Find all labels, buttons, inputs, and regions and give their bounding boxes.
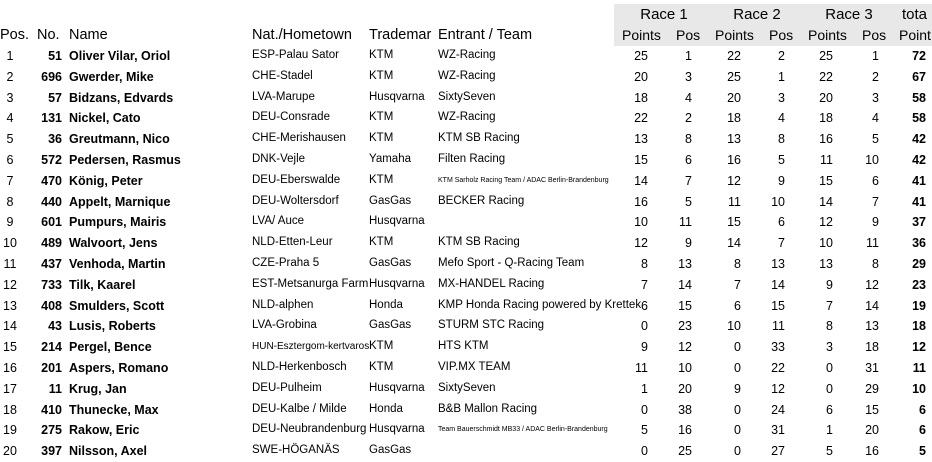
position-cell: 3 bbox=[6, 90, 14, 105]
hometown-cell: NLD-Etten-Leur bbox=[252, 236, 333, 249]
col-header-team: Entrant / Team bbox=[438, 27, 533, 43]
total-points-cell: 58 bbox=[912, 111, 926, 126]
position-cell: 13 bbox=[3, 298, 17, 313]
team-cell: B&B Mallon Racing bbox=[438, 402, 538, 415]
table-row bbox=[0, 192, 932, 213]
race-3-title: Race 3 bbox=[825, 6, 873, 23]
number-cell: 201 bbox=[41, 361, 62, 375]
trademark-cell: KTM bbox=[369, 361, 394, 373]
hometown-cell: CHE-Merishausen bbox=[252, 132, 346, 145]
position-cell: 5 bbox=[6, 132, 14, 147]
trademark-cell: GasGas bbox=[369, 444, 412, 457]
total-points-cell: 18 bbox=[912, 319, 926, 334]
race-2-pos-cell: 11 bbox=[772, 319, 785, 334]
race-3-pos-cell: 18 bbox=[865, 340, 879, 355]
total-points-cell: 36 bbox=[912, 236, 926, 251]
race-3-points-cell: 20 bbox=[819, 90, 833, 105]
race-1-pos-cell: 38 bbox=[678, 402, 692, 417]
race-1-points-cell: 5 bbox=[641, 423, 648, 438]
trademark-cell: Yamaha bbox=[369, 153, 411, 165]
team-cell: KMP Honda Racing powered by Krettek bbox=[438, 298, 642, 311]
total-points-cell: 6 bbox=[919, 402, 926, 417]
trademark-cell: GasGas bbox=[369, 257, 412, 269]
race-1-points-cell: 20 bbox=[634, 69, 648, 84]
rider-name-cell: Appelt, Marnique bbox=[69, 194, 171, 209]
team-cell: MX-HANDEL Racing bbox=[438, 277, 545, 290]
race-3-points-cell: 12 bbox=[819, 215, 833, 230]
race-3-points-cell: 9 bbox=[826, 277, 833, 292]
table-row bbox=[0, 254, 932, 275]
race-1-points-cell: 0 bbox=[641, 319, 648, 334]
table-row bbox=[0, 337, 932, 358]
race-2-pos-cell: 7 bbox=[778, 236, 785, 251]
total-points-cell: 67 bbox=[912, 69, 926, 84]
race-1-pos-cell: 3 bbox=[685, 69, 692, 84]
hometown-cell: LVA/ Auce bbox=[252, 215, 304, 228]
team-cell: KTM Sarholz Racing Team / ADAC Berlin-Brandenburg bbox=[438, 176, 609, 184]
race-3-pos-cell: 14 bbox=[865, 298, 879, 313]
trademark-cell: KTM bbox=[369, 340, 394, 353]
rider-name-cell: Lusis, Roberts bbox=[69, 319, 156, 334]
total-points-cell: 10 bbox=[912, 381, 926, 396]
race-3-pos-cell: 6 bbox=[872, 173, 879, 188]
trademark-cell: Husqvarna bbox=[369, 215, 425, 228]
trademark-cell: KTM bbox=[369, 111, 394, 124]
race-3-pos-cell: 13 bbox=[865, 319, 879, 334]
rider-name-cell: Nickel, Cato bbox=[69, 111, 141, 126]
race-2-points-cell: 12 bbox=[727, 173, 741, 188]
race-1-pos-cell: 11 bbox=[679, 215, 692, 230]
number-cell: 572 bbox=[41, 153, 62, 167]
position-cell: 18 bbox=[3, 402, 17, 417]
trademark-cell: Honda bbox=[369, 298, 403, 311]
position-cell: 1 bbox=[6, 49, 14, 63]
number-cell: 51 bbox=[48, 49, 62, 63]
total-points-cell: 37 bbox=[912, 215, 926, 230]
hometown-cell: LVA-Marupe bbox=[252, 90, 315, 103]
race-3-points-cell: 18 bbox=[819, 111, 833, 126]
race-1-points-cell: 0 bbox=[641, 444, 648, 459]
race-1-points-cell: 22 bbox=[634, 111, 648, 126]
race-3-points-cell: 15 bbox=[819, 173, 833, 188]
table-row bbox=[0, 316, 932, 337]
team-cell: Team Bauerschmidt MB33 / ADAC Berlin-Brandenburg bbox=[438, 426, 608, 434]
team-cell: Filten Racing bbox=[438, 153, 506, 165]
race-2-points-cell: 22 bbox=[727, 49, 741, 63]
hometown-cell: CHE-Stadel bbox=[252, 69, 313, 82]
position-cell: 7 bbox=[6, 173, 14, 188]
hometown-cell: DEU-Eberswalde bbox=[252, 173, 341, 186]
team-cell: BECKER Racing bbox=[438, 194, 525, 207]
race-2-pos-cell: 5 bbox=[778, 153, 785, 167]
race-1-points-cell: 1 bbox=[641, 381, 648, 396]
race-1-points-cell: 8 bbox=[641, 257, 648, 271]
table-row bbox=[0, 171, 932, 192]
rider-name-cell: Venhoda, Martin bbox=[69, 257, 166, 271]
col-header-no: No. bbox=[37, 27, 60, 43]
race-1-pos-cell: 6 bbox=[685, 153, 692, 167]
position-cell: 16 bbox=[3, 361, 17, 375]
race-2-pos-cell: 2 bbox=[778, 49, 785, 63]
race-3-points-cell: 22 bbox=[819, 69, 833, 84]
race-3-points-cell: 6 bbox=[826, 402, 833, 417]
team-cell: Mefo Sport - Q-Racing Team bbox=[438, 257, 585, 269]
position-cell: 11 bbox=[3, 257, 17, 271]
race-3-points-cell: 14 bbox=[819, 194, 833, 209]
table-row bbox=[0, 358, 932, 379]
race-2-points-cell: 8 bbox=[734, 257, 741, 271]
race-3-pos-cell: 1 bbox=[872, 49, 879, 63]
hometown-cell: ESP-Palau Sator bbox=[252, 49, 339, 61]
rider-name-cell: Tilk, Kaarel bbox=[69, 277, 136, 292]
rider-name-cell: Aspers, Romano bbox=[69, 361, 169, 375]
race-3-points-cell: 13 bbox=[819, 257, 833, 271]
hometown-cell: HUN-Esztergom-kertvaros bbox=[252, 341, 370, 353]
hometown-cell: LVA-Grobina bbox=[252, 319, 317, 332]
race-2-pos-cell: 3 bbox=[778, 90, 785, 105]
total-title: tota bbox=[902, 6, 928, 23]
position-cell: 17 bbox=[3, 381, 17, 396]
rider-name-cell: Smulders, Scott bbox=[69, 298, 165, 313]
position-cell: 8 bbox=[6, 194, 14, 209]
number-cell: 397 bbox=[41, 444, 62, 459]
total-points-cell: 41 bbox=[912, 173, 926, 188]
team-cell: WZ-Racing bbox=[438, 69, 496, 82]
race-3-pos-cell: 16 bbox=[865, 444, 879, 459]
race-1-points-cell: 11 bbox=[635, 361, 648, 375]
table-row bbox=[0, 88, 932, 109]
trademark-cell: GasGas bbox=[369, 194, 412, 207]
race-2-pos-cell: 10 bbox=[771, 194, 785, 209]
race-2-points-cell: 13 bbox=[727, 132, 741, 147]
total-points-cell: 42 bbox=[912, 132, 926, 147]
team-cell: KTM SB Racing bbox=[438, 132, 520, 145]
race-2-points-header: Points bbox=[715, 27, 754, 43]
race-1-pos-cell: 7 bbox=[685, 173, 692, 188]
race-2-pos-cell: 15 bbox=[771, 298, 785, 313]
team-cell: HTS KTM bbox=[438, 340, 489, 353]
total-points-header: Point bbox=[899, 27, 931, 43]
race-1-title: Race 1 bbox=[640, 6, 688, 23]
trademark-cell: Husqvarna bbox=[369, 90, 425, 103]
table-row bbox=[0, 129, 932, 150]
race-1-pos-cell: 1 bbox=[685, 49, 692, 63]
race-2-pos-cell: 8 bbox=[778, 132, 785, 147]
race-1-points-cell: 16 bbox=[634, 194, 648, 209]
number-cell: 601 bbox=[41, 215, 62, 230]
rider-name-cell: Pergel, Bence bbox=[69, 340, 152, 355]
race-2-pos-cell: 6 bbox=[778, 215, 785, 230]
team-cell: STURM STC Racing bbox=[438, 319, 545, 332]
race-3-points-header: Points bbox=[808, 27, 847, 43]
position-cell: 14 bbox=[3, 319, 17, 334]
number-cell: 408 bbox=[41, 298, 62, 313]
race-2-points-cell: 0 bbox=[734, 361, 741, 375]
position-cell: 19 bbox=[3, 423, 17, 438]
race-2-pos-cell: 14 bbox=[771, 277, 785, 292]
race-1-points-cell: 13 bbox=[634, 132, 648, 147]
race-2-pos-cell: 31 bbox=[771, 423, 785, 438]
total-points-cell: 72 bbox=[912, 49, 926, 63]
race-1-pos-cell: 20 bbox=[678, 381, 692, 396]
hometown-cell: NLD-alphen bbox=[252, 298, 314, 311]
race-2-points-cell: 16 bbox=[727, 153, 741, 167]
race-1-pos-cell: 8 bbox=[685, 132, 692, 147]
number-cell: 437 bbox=[41, 257, 62, 271]
rider-name-cell: Pumpurs, Mairis bbox=[69, 215, 167, 230]
hometown-cell: EST-Metsanurga Farm bbox=[252, 277, 369, 290]
total-points-cell: 19 bbox=[912, 298, 926, 313]
race-3-pos-cell: 5 bbox=[872, 132, 879, 147]
hometown-cell: NLD-Herkenbosch bbox=[252, 361, 347, 373]
race-2-points-cell: 10 bbox=[727, 319, 741, 334]
rider-name-cell: Walvoort, Jens bbox=[69, 236, 158, 251]
race-1-pos-cell: 12 bbox=[678, 340, 692, 355]
rider-name-cell: König, Peter bbox=[69, 173, 143, 188]
position-cell: 4 bbox=[6, 111, 14, 126]
race-3-pos-cell: 2 bbox=[872, 69, 879, 84]
trademark-cell: KTM bbox=[369, 236, 394, 249]
number-cell: 470 bbox=[41, 173, 62, 188]
team-cell: VIP.MX TEAM bbox=[438, 361, 511, 373]
table-row bbox=[0, 67, 932, 88]
race-1-pos-cell: 25 bbox=[678, 444, 692, 459]
position-cell: 6 bbox=[6, 153, 14, 167]
race-1-pos-cell: 14 bbox=[678, 277, 692, 292]
race-3-points-cell: 25 bbox=[819, 49, 833, 63]
race-2-pos-cell: 24 bbox=[771, 402, 785, 417]
race-1-points-cell: 15 bbox=[634, 153, 648, 167]
rider-name-cell: Pedersen, Rasmus bbox=[69, 153, 181, 167]
race-1-pos-header: Pos bbox=[676, 27, 701, 43]
hometown-cell: DEU-Pulheim bbox=[252, 381, 322, 394]
trademark-cell: KTM bbox=[369, 69, 394, 82]
position-cell: 20 bbox=[3, 444, 17, 459]
total-points-cell: 29 bbox=[912, 257, 926, 271]
race-2-pos-cell: 22 bbox=[771, 361, 785, 375]
team-cell: WZ-Racing bbox=[438, 111, 496, 124]
race-1-points-header: Points bbox=[622, 27, 661, 43]
race-3-points-cell: 8 bbox=[826, 319, 833, 334]
race-1-pos-cell: 4 bbox=[685, 90, 692, 105]
race-1-points-cell: 7 bbox=[641, 277, 648, 292]
race-2-pos-header: Pos bbox=[769, 27, 794, 43]
hometown-cell: DEU-Kalbe / Milde bbox=[252, 402, 347, 415]
col-header-trademark: Trademar bbox=[369, 27, 432, 43]
race-3-pos-header: Pos bbox=[862, 27, 887, 43]
race-1-pos-cell: 15 bbox=[678, 298, 692, 313]
number-cell: 696 bbox=[41, 69, 62, 84]
race-2-points-cell: 15 bbox=[727, 215, 741, 230]
race-1-points-cell: 18 bbox=[634, 90, 648, 105]
race-1-pos-cell: 9 bbox=[685, 236, 692, 251]
race-2-points-cell: 0 bbox=[734, 340, 741, 355]
race-1-points-cell: 0 bbox=[641, 402, 648, 417]
total-points-cell: 58 bbox=[912, 90, 926, 105]
table-row bbox=[0, 150, 932, 171]
race-3-points-cell: 11 bbox=[820, 153, 833, 167]
hometown-cell: DEU-Neubrandenburg bbox=[252, 423, 367, 436]
race-1-points-cell: 14 bbox=[634, 173, 648, 188]
race-2-pos-cell: 33 bbox=[771, 340, 785, 355]
race-1-points-cell: 9 bbox=[641, 340, 648, 355]
hometown-cell: DEU-Consrade bbox=[252, 111, 330, 124]
hometown-cell: DEU-Woltersdorf bbox=[252, 194, 339, 207]
rider-name-cell: Thunecke, Max bbox=[69, 402, 159, 417]
race-2-points-cell: 0 bbox=[734, 402, 741, 417]
race-3-pos-cell: 11 bbox=[866, 236, 879, 251]
race-2-pos-cell: 13 bbox=[771, 257, 785, 271]
number-cell: 440 bbox=[41, 194, 62, 209]
race-3-pos-cell: 15 bbox=[865, 402, 879, 417]
number-cell: 275 bbox=[41, 423, 62, 438]
race-3-pos-cell: 9 bbox=[872, 215, 879, 230]
total-points-cell: 42 bbox=[912, 153, 926, 167]
race-3-pos-cell: 12 bbox=[865, 277, 879, 292]
position-cell: 10 bbox=[3, 236, 17, 251]
race-2-points-cell: 25 bbox=[727, 69, 741, 84]
rider-name-cell: Nilsson, Axel bbox=[69, 444, 148, 459]
rider-name-cell: Bidzans, Edvards bbox=[69, 90, 174, 105]
race-1-pos-cell: 23 bbox=[678, 319, 692, 334]
race-2-pos-cell: 27 bbox=[771, 444, 785, 459]
race-3-points-cell: 10 bbox=[819, 236, 833, 251]
total-points-cell: 12 bbox=[912, 340, 926, 355]
number-cell: 131 bbox=[41, 111, 62, 126]
hometown-cell: CZE-Praha 5 bbox=[252, 257, 320, 269]
trademark-cell: Husqvarna bbox=[369, 381, 425, 394]
race-3-points-cell: 5 bbox=[826, 444, 833, 459]
race-1-pos-cell: 10 bbox=[678, 361, 692, 375]
table-row bbox=[0, 46, 932, 67]
number-cell: 733 bbox=[41, 277, 62, 292]
race-3-pos-cell: 7 bbox=[872, 194, 879, 209]
rider-name-cell: Oliver Vilar, Oriol bbox=[69, 49, 171, 63]
table-row bbox=[0, 400, 932, 421]
race-2-points-cell: 18 bbox=[727, 111, 741, 126]
trademark-cell: KTM bbox=[369, 49, 394, 61]
number-cell: 410 bbox=[41, 402, 62, 417]
race-2-points-cell: 14 bbox=[727, 236, 741, 251]
race-1-pos-cell: 13 bbox=[678, 257, 692, 271]
total-points-cell: 23 bbox=[912, 277, 926, 292]
table-row bbox=[0, 379, 932, 400]
race-2-points-cell: 6 bbox=[734, 298, 741, 313]
position-cell: 2 bbox=[6, 69, 14, 84]
race-3-pos-cell: 4 bbox=[872, 111, 879, 126]
race-2-pos-cell: 4 bbox=[778, 111, 785, 126]
position-cell: 15 bbox=[3, 340, 17, 355]
rider-name-cell: Greutmann, Nico bbox=[69, 132, 170, 147]
race-2-points-cell: 20 bbox=[727, 90, 741, 105]
col-header-nat: Nat./Hometown bbox=[252, 27, 352, 43]
number-cell: 36 bbox=[48, 132, 62, 147]
position-cell: 12 bbox=[3, 277, 17, 292]
table-row bbox=[0, 441, 932, 462]
table-row bbox=[0, 296, 932, 317]
trademark-cell: Honda bbox=[369, 402, 403, 415]
race-1-points-cell: 10 bbox=[634, 215, 648, 230]
number-cell: 43 bbox=[48, 319, 62, 334]
number-cell: 57 bbox=[48, 90, 62, 105]
rider-name-cell: Krug, Jan bbox=[69, 381, 127, 396]
race-3-points-cell: 1 bbox=[826, 423, 833, 438]
team-cell: KTM SB Racing bbox=[438, 236, 520, 249]
trademark-cell: Husqvarna bbox=[369, 423, 425, 436]
trademark-cell: Husqvarna bbox=[369, 277, 425, 290]
race-3-pos-cell: 29 bbox=[865, 381, 879, 396]
race-2-points-cell: 9 bbox=[734, 381, 741, 396]
number-cell: 489 bbox=[41, 236, 62, 251]
position-cell: 9 bbox=[6, 215, 14, 230]
race-2-points-cell: 0 bbox=[734, 423, 741, 438]
hometown-cell: DNK-Vejle bbox=[252, 153, 306, 165]
team-cell: WZ-Racing bbox=[438, 49, 496, 61]
race-1-pos-cell: 2 bbox=[685, 111, 692, 126]
race-3-pos-cell: 20 bbox=[865, 423, 879, 438]
race-2-title: Race 2 bbox=[733, 6, 781, 23]
number-cell: 214 bbox=[41, 340, 62, 355]
rider-name-cell: Rakow, Eric bbox=[69, 423, 140, 438]
trademark-cell: KTM bbox=[369, 173, 394, 186]
table-row bbox=[0, 420, 932, 441]
race-2-pos-cell: 9 bbox=[778, 173, 785, 188]
rider-name-cell: Gwerder, Mike bbox=[69, 69, 154, 84]
race-2-pos-cell: 1 bbox=[778, 69, 785, 84]
race-2-points-cell: 7 bbox=[734, 277, 741, 292]
race-1-pos-cell: 5 bbox=[685, 194, 692, 209]
total-points-cell: 41 bbox=[912, 194, 926, 209]
race-1-points-cell: 25 bbox=[634, 49, 648, 63]
trademark-cell: GasGas bbox=[369, 319, 412, 332]
team-cell: SixtySeven bbox=[438, 90, 496, 103]
col-header-name: Name bbox=[69, 27, 108, 43]
race-3-pos-cell: 3 bbox=[872, 90, 879, 105]
race-3-pos-cell: 8 bbox=[872, 257, 879, 271]
table-row bbox=[0, 212, 932, 233]
team-cell: SixtySeven bbox=[438, 381, 496, 394]
race-3-pos-cell: 31 bbox=[865, 361, 879, 375]
race-2-points-cell: 11 bbox=[728, 194, 741, 209]
race-1-pos-cell: 16 bbox=[678, 423, 692, 438]
total-points-cell: 6 bbox=[919, 423, 926, 438]
race-3-points-cell: 16 bbox=[819, 132, 833, 147]
table-row bbox=[0, 108, 932, 129]
race-3-points-cell: 0 bbox=[826, 381, 833, 396]
table-row bbox=[0, 233, 932, 254]
trademark-cell: KTM bbox=[369, 132, 394, 145]
race-1-points-cell: 12 bbox=[634, 236, 648, 251]
race-2-pos-cell: 12 bbox=[771, 381, 785, 396]
race-3-pos-cell: 10 bbox=[865, 153, 879, 167]
number-cell: 11 bbox=[48, 381, 62, 396]
table-row bbox=[0, 275, 932, 296]
total-points-cell: 11 bbox=[912, 361, 926, 375]
hometown-cell: SWE-HÖGANÄS bbox=[252, 444, 340, 457]
race-1-points-cell: 6 bbox=[641, 298, 648, 313]
total-points-cell: 5 bbox=[919, 444, 926, 459]
col-header-pos: Pos. bbox=[0, 27, 30, 43]
race-3-points-cell: 3 bbox=[826, 340, 833, 355]
race-3-points-cell: 7 bbox=[826, 298, 833, 313]
race-2-points-cell: 0 bbox=[734, 444, 741, 459]
race-3-points-cell: 0 bbox=[826, 361, 833, 375]
